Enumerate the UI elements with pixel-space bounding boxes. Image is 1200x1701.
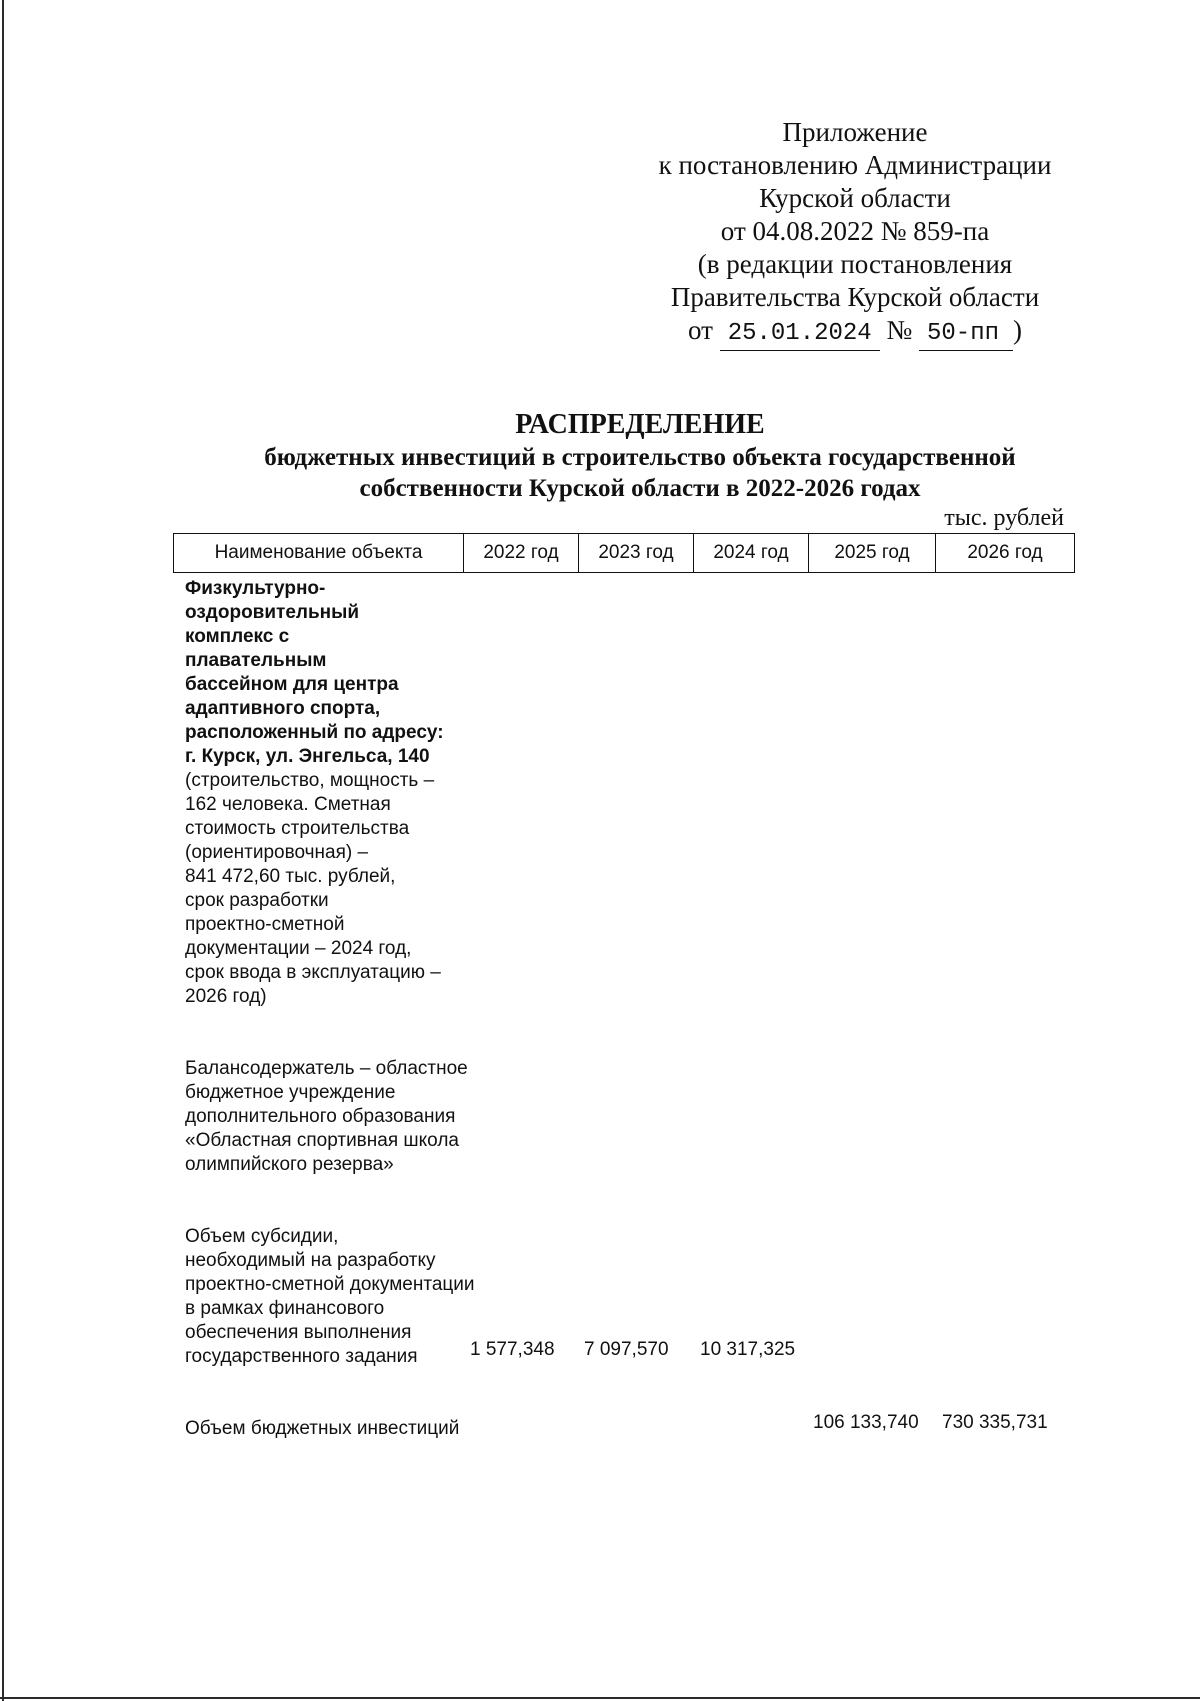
investment-2025-value: 106 133,740 xyxy=(813,1412,919,1433)
holder-line: бюджетное учреждение xyxy=(185,1082,396,1103)
object-title-line: плавательным xyxy=(185,650,327,671)
subsidy-line: необходимый на разработку xyxy=(185,1250,436,1271)
object-desc-line: стоимость строительства xyxy=(185,818,410,839)
approval-line-4: от 04.08.2022 № 859-па xyxy=(720,216,990,246)
header-2026: 2026 год xyxy=(935,534,1074,572)
header-2024: 2024 год xyxy=(693,534,808,572)
units-label: тыс. рублей xyxy=(944,505,1064,531)
header-object-name: Наименование объекта xyxy=(214,542,423,563)
object-title-line: комплекс с xyxy=(185,626,290,647)
object-desc-line: срок ввода в эксплуатацию – xyxy=(185,962,441,983)
approval-line-6: Правительства Курской области xyxy=(670,282,1040,312)
object-title-line: оздоровительный xyxy=(185,602,360,623)
approval-stamp xyxy=(640,116,1070,351)
object-desc-line: (строительство, мощность – xyxy=(185,770,435,791)
subsidy-2023-value: 7 097,570 xyxy=(584,1339,669,1360)
object-title-line: расположенный по адресу: xyxy=(185,722,444,743)
object-desc-line: 162 человека. Сметная xyxy=(185,794,391,815)
document-title xyxy=(190,408,1090,504)
holder-line: дополнительного образования xyxy=(185,1106,456,1127)
object-desc-line: документации – 2024 год, xyxy=(185,938,412,959)
approval-line-7 xyxy=(640,314,1070,351)
object-title-line: бассейном для центра xyxy=(185,674,399,695)
holder-line: Балансодержатель – областное xyxy=(185,1058,468,1079)
object-description xyxy=(185,577,477,1441)
scan-edge-bottom xyxy=(0,1697,1200,1699)
approval-line-3: Курской области xyxy=(759,183,951,213)
spacer xyxy=(185,1009,477,1033)
spacer xyxy=(185,1033,477,1057)
subsidy-line: Объем субсидии, xyxy=(185,1226,339,1247)
approval-line-5: (в редакции постановления xyxy=(697,249,1013,279)
subsidy-line: обеспечения выполнения xyxy=(185,1322,412,1343)
subsidy-2022-value: 1 577,348 xyxy=(470,1339,555,1360)
subsidy-line: государственного задания xyxy=(185,1346,418,1367)
object-title-line: Физкультурно- xyxy=(185,578,326,599)
object-desc-line: 2026 год) xyxy=(185,986,267,1007)
spacer xyxy=(185,1177,477,1201)
spacer xyxy=(185,1201,477,1225)
number-sign: № xyxy=(886,315,913,345)
subsidy-line: в рамках финансового xyxy=(185,1298,385,1319)
holder-line: «Областная спортивная школа xyxy=(185,1130,459,1151)
object-desc-line: (ориентировочная) – xyxy=(185,842,369,863)
approval-line-1: Приложение xyxy=(782,117,928,147)
investment-2026-value: 730 335,731 xyxy=(942,1412,1048,1433)
holder-line: олимпийского резерва» xyxy=(185,1154,394,1175)
object-desc-line: срок разработки xyxy=(185,890,329,911)
spacer xyxy=(185,1369,477,1393)
date-prefix: от xyxy=(687,315,713,345)
subsidy-line: проектно-сметной документации xyxy=(185,1274,475,1295)
object-title-line: г. Курск, ул. Энгельса, 140 xyxy=(185,746,430,767)
table-header xyxy=(173,533,1075,573)
subsidy-2024-value: 10 317,325 xyxy=(700,1339,796,1360)
header-2025: 2025 год xyxy=(808,534,935,572)
header-2023: 2023 год xyxy=(578,534,693,572)
date-value: 25.01.2024 xyxy=(720,317,880,351)
spacer xyxy=(185,1393,477,1417)
title-sub-1: бюджетных инвестиций в строительство объекта государственной xyxy=(264,444,1016,471)
approval-line-2: к постановлению Администрации xyxy=(658,150,1052,180)
scan-edge-left xyxy=(2,0,4,1701)
object-desc-line: 841 472,60 тыс. рублей, xyxy=(185,866,396,887)
object-desc-line: проектно-сметной xyxy=(185,914,345,935)
title-main: РАСПРЕДЕЛЕНИЕ xyxy=(515,409,765,440)
header-2022: 2022 год xyxy=(463,534,578,572)
object-title-line: адаптивного спорта, xyxy=(185,698,381,719)
title-sub-2: собственности Курской области в 2022-2026 годах xyxy=(359,475,921,502)
number-value: 50-пп xyxy=(919,317,1013,351)
closing-paren: ) xyxy=(1013,315,1022,345)
investment-label: Объем бюджетных инвестиций xyxy=(185,1418,460,1439)
